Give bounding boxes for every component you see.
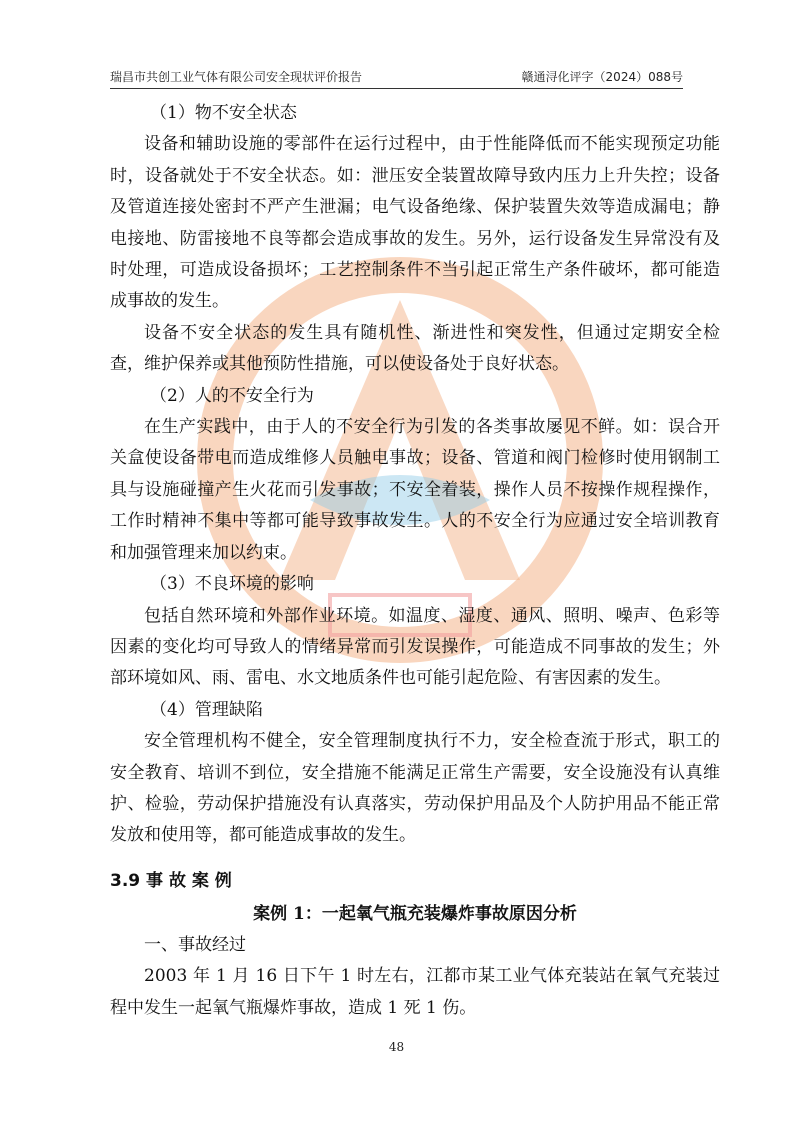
page-header [110, 68, 683, 88]
paragraph: 设备和辅助设施的零部件在运行过程中，由于性能降低而不能实现预定功能时，设备就处于不安全状态。如：泄压安全装置故障导致内压力上升失控；设备及管道连接处密封不严产生泄漏；电气设备绝缘、保护装置失效等造成漏电；静电接地、防雷接地不良等都会造成事故的发生。另外，运行设备发生异常没有及时处理，可造成设备损坏；工艺控制条件不当引起正常生产条件破坏，都可能造成事故的发生。 [110, 134, 720, 312]
heading-management: （4）管理缺陷 [150, 699, 263, 720]
document-number: 赣通浔化评字（2024）088号 [521, 70, 683, 84]
paragraph: 设备不安全状态的发生具有随机性、渐进性和突发性，但通过定期安全检查，维护保养或其他预防性措施，可以使设备处于良好状态。 [110, 322, 720, 375]
page-number: 48 [388, 1040, 405, 1054]
paragraph: 在生产实践中，由于人的不安全行为引发的各类事故屡见不鲜。如：误合开关盒使设备带电而造成维修人员触电事故；设备、管道和阀门检修时使用钢制工具与设施碰撞产生火花而引发事故；不安全着装，操作人员不按操作规程操作，工作时精神不集中等都可能导致事故发生。人的不安全行为应通过安全培训教育和加强管理来加以约束。 [110, 417, 720, 563]
header-rule [110, 88, 683, 89]
paragraph: 包括自然环境和外部作业环境。如温度、湿度、通风、照明、噪声、色彩等因素的变化均可导致人的情绪异常而引发误操作，可能造成不同事故的发生；外部环境如风、雨、雷电、水文地质条件也可能引起危险、有害因素的发生。 [110, 605, 720, 689]
case-title: 案例 1：一起氧气瓶充装爆炸事故原因分析 [253, 903, 577, 924]
subheading: 一、事故经过 [144, 934, 246, 955]
heading-environment: （3）不良环境的影响 [150, 574, 314, 595]
page-content [110, 98, 720, 1024]
section-heading: 3.9 事 故 案 例 [110, 870, 232, 891]
heading-unsafe-behavior: （2）人的不安全行为 [150, 385, 314, 406]
heading-unsafe-state: （1）物不安全状态 [150, 103, 297, 123]
report-title: 瑞昌市共创工业气体有限公司安全现状评价报告 [110, 70, 363, 84]
paragraph: 2003 年 1 月 16 日下午 1 时左右，江都市某工业气体充装站在氧气充装过程中发生一起氧气瓶爆炸事故，造成 1 死 1 伤。 [110, 966, 720, 1018]
paragraph: 安全管理机构不健全，安全管理制度执行不力，安全检查流于形式，职工的安全教育、培训不到位，安全措施不能满足正常生产需要，安全设施没有认真维护、检验，劳动保护措施没有认真落实，劳动保护用品及个人防护用品不能正常发放和使用等，都可能造成事故的发生。 [110, 731, 720, 846]
